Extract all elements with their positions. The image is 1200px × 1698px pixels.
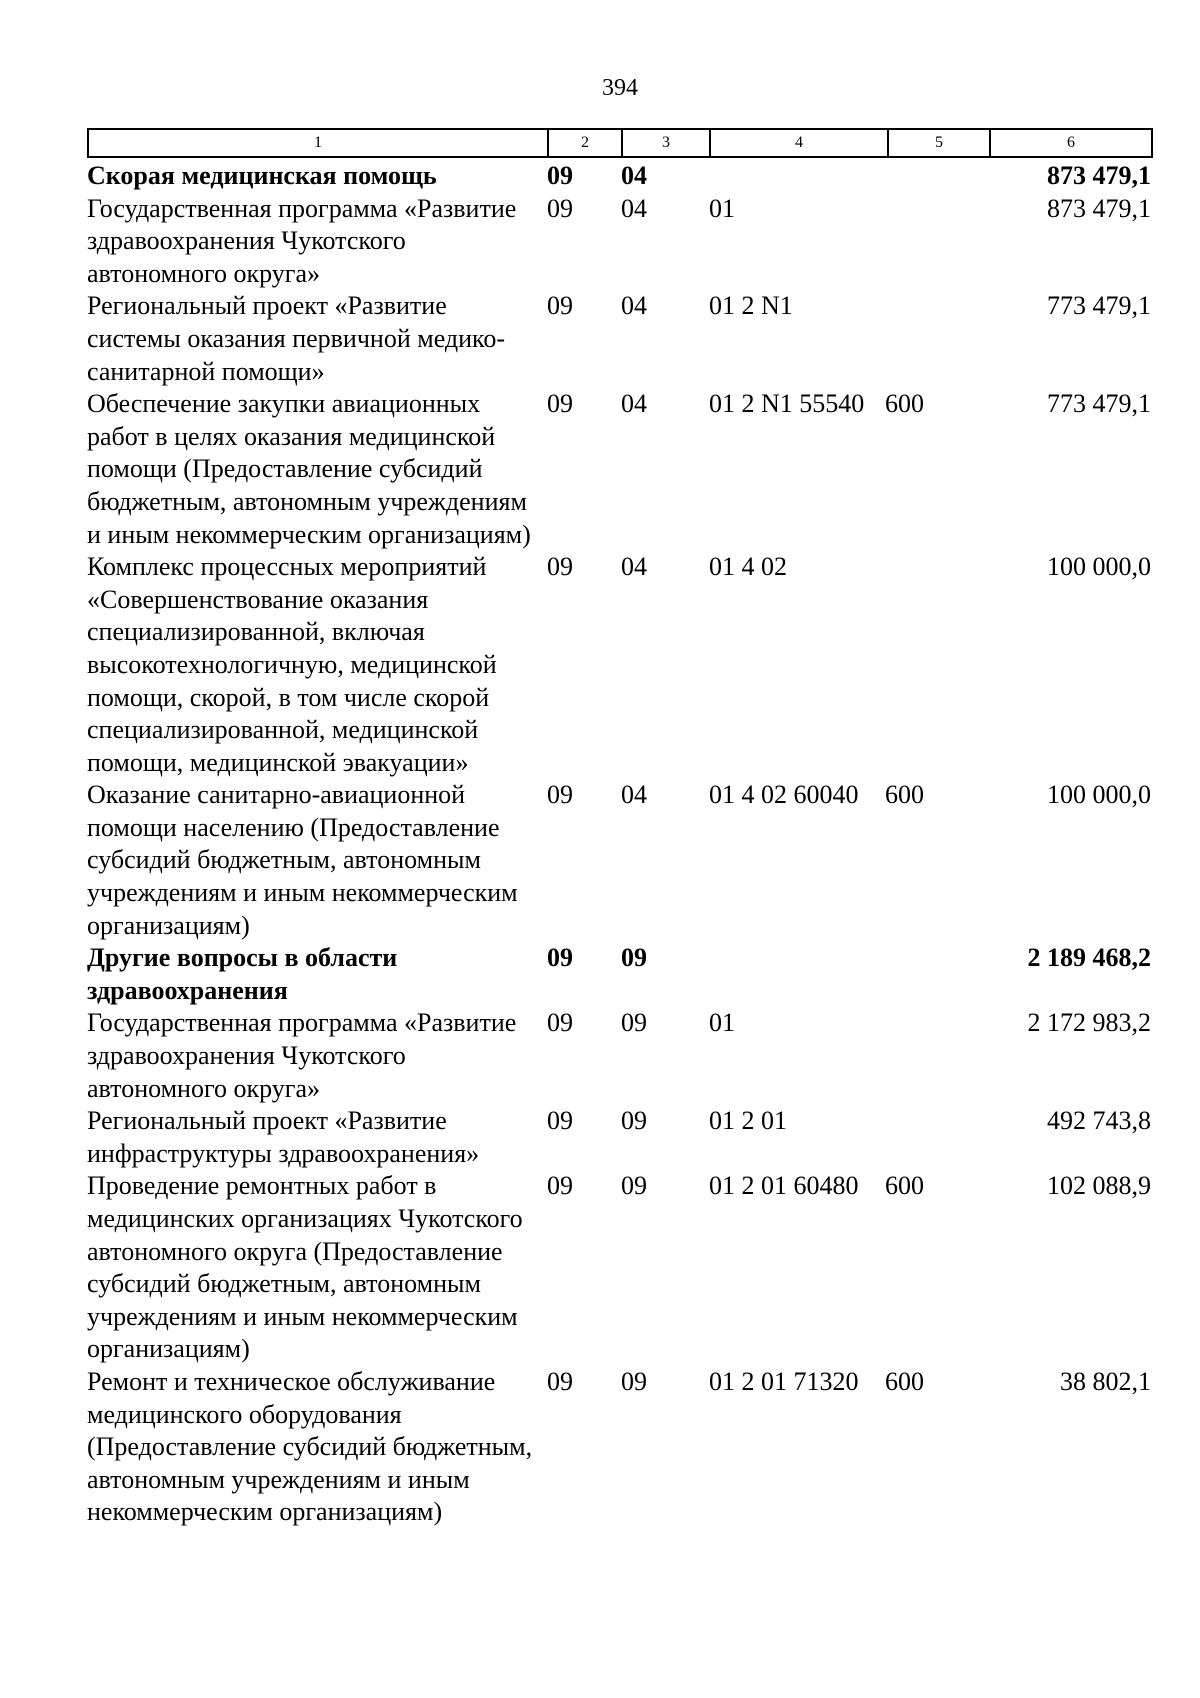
row-name-cell: Государственная программа «Развитие здравоохранения Чукотского автономного округа»	[87, 1008, 517, 1103]
column-header-2: 2	[548, 129, 622, 157]
row-target-article-cell: 01 2 01 60480	[709, 1171, 859, 1201]
table-row	[87, 779, 1151, 942]
row-name-cell: Ремонт и техническое обслуживание медицинского оборудования (Предоставление субсидий бюджетным, автономным учреждениям и иным некоммерческим организациям)	[87, 1366, 533, 1527]
row-section-cell: 09	[547, 161, 573, 190]
row-amount-cell: 773 479,1	[1047, 389, 1151, 419]
row-name-cell: Комплекс процессных мероприятий «Совершенствование оказания специализированной, включая высокотехнологичную, медицинской помощи, скорой, в том числе скорой специализированной, медицинской помощи, медицинской эвакуации»	[87, 552, 497, 777]
row-expense-type-cell	[885, 160, 987, 193]
row-section-cell: 09	[547, 193, 573, 223]
row-target-article-cell: 01 4 02	[709, 552, 787, 582]
row-target-article-cell: 01	[709, 1008, 735, 1038]
row-name-cell: Другие вопросы в области здравоохранения	[87, 943, 398, 1005]
row-expense-type-cell: 600	[885, 389, 924, 419]
row-subsection-cell: 09	[621, 1106, 647, 1136]
row-amount-cell: 100 000,0	[1047, 552, 1151, 582]
row-expense-type-cell	[885, 193, 987, 291]
row-section-cell: 09	[547, 1008, 573, 1038]
row-amount-cell: 873 479,1	[1047, 161, 1151, 190]
row-expense-type-cell	[885, 942, 987, 1007]
row-target-article-cell: 01 2 01	[709, 1106, 787, 1136]
row-target-article-cell: 01 2 N1 55540	[709, 389, 865, 419]
row-section-cell: 09	[547, 552, 573, 582]
row-subsection-cell: 04	[621, 389, 647, 419]
table-row	[87, 290, 1151, 388]
table-row	[87, 193, 1151, 291]
row-expense-type-cell	[885, 551, 987, 779]
table-row	[87, 1105, 1151, 1170]
table-row	[87, 388, 1151, 551]
row-section-cell: 09	[547, 1171, 573, 1201]
column-header-3: 3	[622, 129, 710, 157]
row-name-cell: Проведение ремонтных работ в медицинских организациях Чукотского автономного округа (Предоставление субсидий бюджетным, автономным учреждениям и иным некоммерческим организациям)	[87, 1171, 523, 1364]
row-target-article-cell: 01	[709, 193, 735, 223]
table-row	[87, 942, 1151, 1007]
table-row	[87, 1170, 1151, 1366]
row-subsection-cell: 09	[621, 1171, 647, 1201]
row-section-cell: 09	[547, 780, 573, 810]
column-header-table	[87, 128, 1153, 158]
column-header-4: 4	[710, 129, 888, 157]
row-expense-type-cell	[885, 1105, 987, 1170]
row-subsection-cell: 09	[621, 1366, 647, 1396]
table-row	[87, 1007, 1151, 1105]
row-amount-cell: 873 479,1	[1047, 193, 1151, 223]
row-subsection-cell: 04	[621, 552, 647, 582]
row-amount-cell: 492 743,8	[1047, 1106, 1151, 1136]
table-row	[87, 160, 1151, 193]
row-target-article-cell: 01 4 02 60040	[709, 780, 859, 810]
row-target-article-cell	[707, 160, 885, 193]
row-amount-cell: 773 479,1	[1047, 291, 1151, 321]
column-header-row	[88, 129, 1152, 157]
row-amount-cell: 38 802,1	[1060, 1366, 1151, 1396]
row-name-cell: Оказание санитарно-авиационной помощи населению (Предоставление субсидий бюджетным, автономным учреждениям и иным некоммерческим организациям)	[87, 780, 518, 940]
row-name-cell: Скорая медицинская помощь	[87, 161, 437, 190]
row-amount-cell: 2 189 468,2	[1027, 943, 1151, 973]
page-number: 394	[602, 75, 638, 101]
column-header-5: 5	[888, 129, 990, 157]
row-section-cell: 09	[547, 389, 573, 419]
row-name-cell: Обеспечение закупки авиационных работ в целях оказания медицинской помощи (Предоставление субсидий бюджетным, автономным учреждениям и иным некоммерческим организациям)	[87, 389, 531, 549]
table-row	[87, 1366, 1151, 1529]
row-expense-type-cell: 600	[885, 1171, 924, 1201]
row-target-article-cell: 01 2 N1	[709, 291, 793, 321]
row-section-cell: 09	[547, 943, 573, 973]
row-amount-cell: 102 088,9	[1047, 1171, 1151, 1201]
row-name-cell: Государственная программа «Развитие здравоохранения Чукотского автономного округа»	[87, 193, 517, 288]
row-subsection-cell: 09	[621, 1008, 647, 1038]
table-row	[87, 551, 1151, 779]
column-header-6: 6	[990, 129, 1152, 157]
row-amount-cell: 100 000,0	[1047, 780, 1151, 810]
row-amount-cell: 2 172 983,2	[1027, 1008, 1151, 1038]
row-target-article-cell: 01 2 01 71320	[709, 1366, 859, 1396]
row-name-cell: Региональный проект «Развитие инфраструктуры здравоохранения»	[87, 1106, 480, 1168]
row-subsection-cell: 04	[621, 780, 647, 810]
row-subsection-cell: 04	[621, 161, 647, 190]
row-expense-type-cell: 600	[885, 780, 924, 810]
budget-table-body	[87, 160, 1151, 1529]
row-expense-type-cell	[885, 290, 987, 388]
row-subsection-cell: 04	[621, 193, 647, 223]
row-subsection-cell: 09	[621, 943, 647, 973]
row-section-cell: 09	[547, 1106, 573, 1136]
row-subsection-cell: 04	[621, 291, 647, 321]
row-target-article-cell	[707, 942, 885, 1007]
row-section-cell: 09	[547, 291, 573, 321]
row-section-cell: 09	[547, 1366, 573, 1396]
row-expense-type-cell	[885, 1007, 987, 1105]
column-header-1: 1	[88, 129, 548, 157]
row-name-cell: Региональный проект «Развитие системы оказания первичной медико-санитарной помощи»	[87, 291, 506, 386]
row-expense-type-cell: 600	[885, 1366, 924, 1396]
